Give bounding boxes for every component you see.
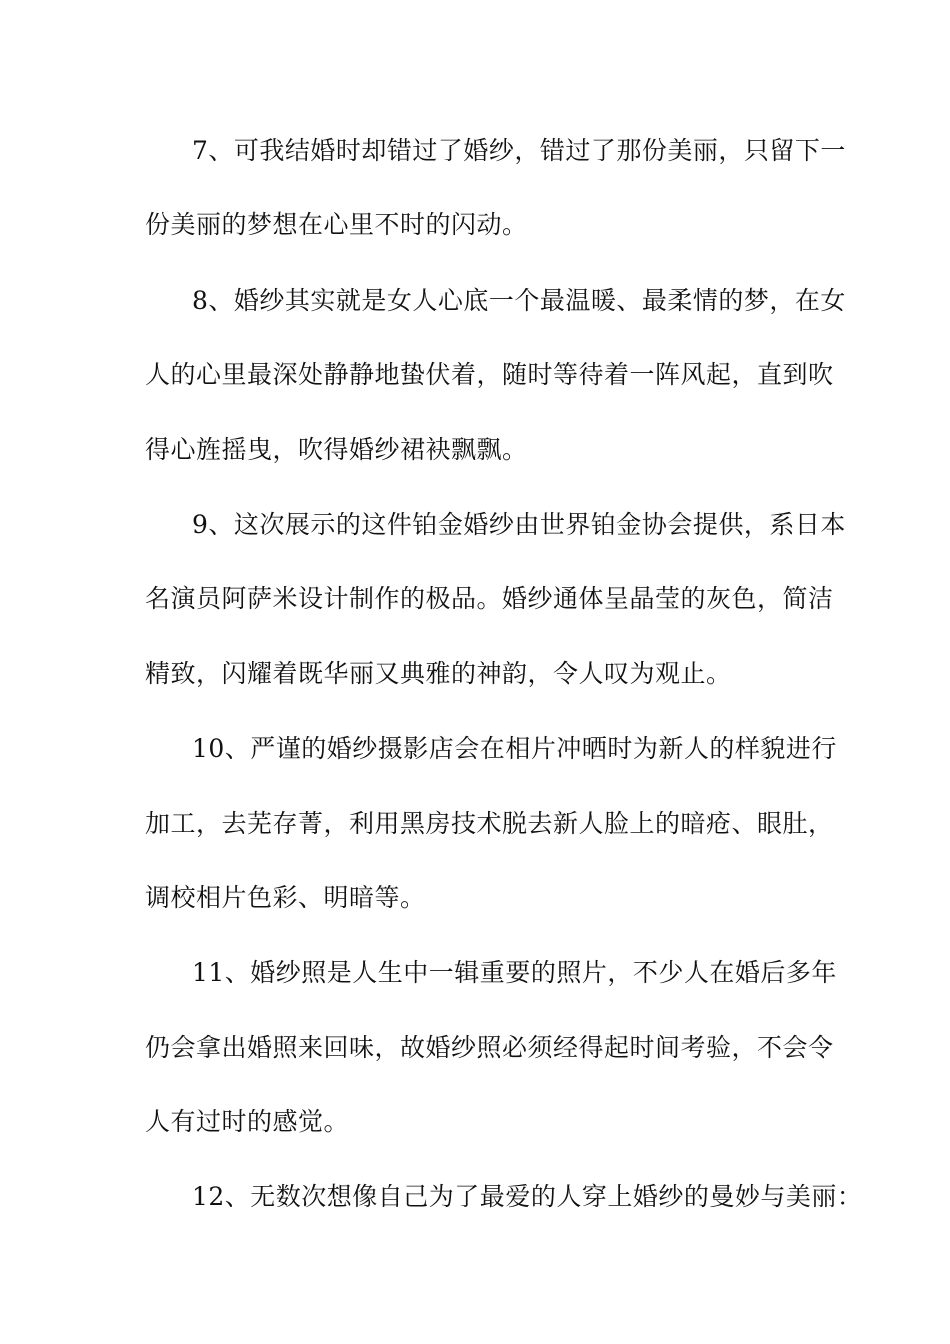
paragraph-8-line-1: 8、婚纱其实就是女人心底一个最温暖、最柔情的梦，在女 xyxy=(192,286,846,315)
paragraph-7-line-2: 份美丽的梦想在心里不时的闪动。 xyxy=(145,210,528,239)
paragraph-9-line-1: 9、这次展示的这件铂金婚纱由世界铂金协会提供，系日本 xyxy=(192,510,846,539)
paragraph-12-line-1: 12、无数次想像自己为了最爱的人穿上婚纱的曼妙与美丽： xyxy=(192,1182,863,1211)
paragraph-11-line-3: 人有过时的感觉。 xyxy=(145,1107,350,1136)
paragraph-10-line-3: 调校相片色彩、明暗等。 xyxy=(145,883,426,912)
paragraph-11-line-1: 11、婚纱照是人生中一辑重要的照片，不少人在婚后多年 xyxy=(192,958,837,987)
paragraph-8-line-2: 人的心里最深处静静地蛰伏着，随时等待着一阵风起，直到吹 xyxy=(145,360,834,389)
paragraph-9-line-3: 精致，闪耀着既华丽又典雅的神韵，令人叹为观止。 xyxy=(145,659,732,688)
paragraph-10-line-2: 加工，去芜存菁，利用黑房技术脱去新人脸上的暗疮、眼肚， xyxy=(145,809,834,838)
paragraph-7-line-1: 7、可我结婚时却错过了婚纱，错过了那份美丽，只留下一 xyxy=(192,136,846,165)
paragraph-10-line-1: 10、严谨的婚纱摄影店会在相片冲晒时为新人的样貌进行 xyxy=(192,734,837,763)
paragraph-9-line-2: 名演员阿萨米设计制作的极品。婚纱通体呈晶莹的灰色，简洁 xyxy=(145,584,834,613)
paragraph-8-line-3: 得心旌摇曳，吹得婚纱裙袂飘飘。 xyxy=(145,435,528,464)
paragraph-11-line-2: 仍会拿出婚照来回味，故婚纱照必须经得起时间考验，不会令 xyxy=(145,1033,834,1062)
